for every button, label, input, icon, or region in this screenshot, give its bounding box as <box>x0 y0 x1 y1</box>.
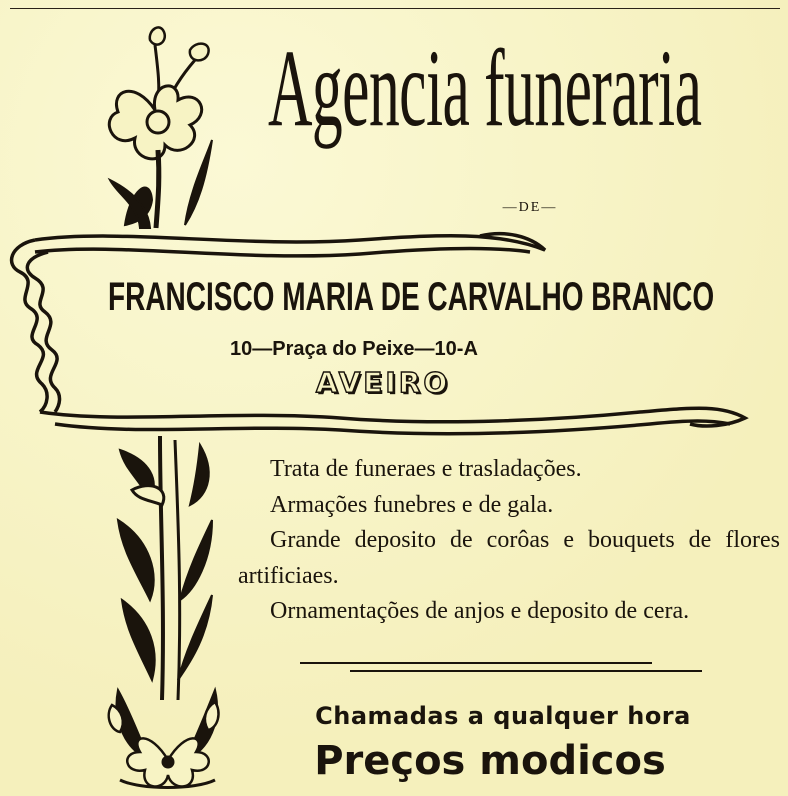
ribbon-banner <box>12 234 745 434</box>
services-list <box>238 452 780 630</box>
service-line: Ornamentações de anjos e deposito de cera. <box>270 598 690 625</box>
daffodil-flower-icon <box>109 27 212 228</box>
owner-name: FRANCISCO MARIA DE CARVALHO BRANCO <box>108 275 715 319</box>
city-name: AVEIRO <box>315 366 451 399</box>
street-address: 10—Praça do Peixe—10-A <box>230 338 478 360</box>
divider-rule <box>300 662 652 664</box>
calls-line: Chamadas a qualquer hora <box>315 702 691 730</box>
service-line: Grande deposito de corôas e bouquets de flores artificiaes. <box>238 527 780 589</box>
floral-border-ornament <box>109 436 219 788</box>
service-line: Trata de funeraes e trasladações. <box>270 456 582 482</box>
agency-title: Agencia funeraria <box>268 27 702 149</box>
prices-line: Preços modicos <box>314 738 666 784</box>
divider-rule <box>350 670 702 672</box>
de-separator: —DE— <box>502 200 558 215</box>
service-line: Armações funebres e de gala. <box>270 491 554 518</box>
